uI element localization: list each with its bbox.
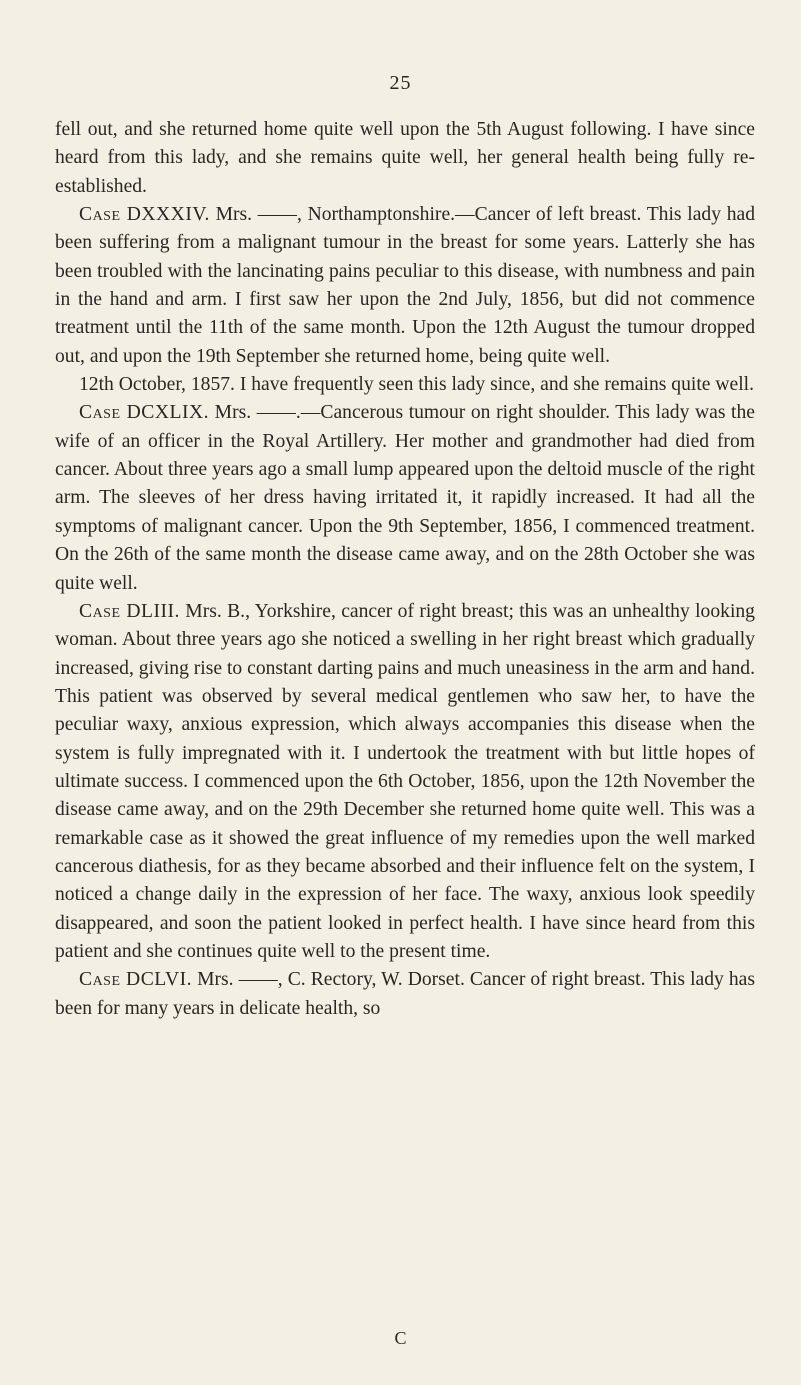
paragraph-case-dliii [55, 598, 755, 966]
signature-mark: C [394, 1328, 407, 1348]
case-heading: Case DCXLIX. [79, 402, 210, 424]
paragraph-text: Mrs. ——, C. Rectory, W. Dorset. Cancer of right breast. This lady has been for many years in delicate health, so [55, 969, 755, 1019]
paragraph-continuation [55, 116, 755, 201]
paragraph-case-dcxlix [55, 399, 755, 597]
paragraph-text: Mrs. ——, Northamptonshire.—Cancer of left breast. This lady had been suffering from a malignant tumour in the breast for some years. Latterly she has been troubled with the lancinating pains peculiar to this disease, with numbness and pain in the hand and arm. I first saw her upon the 2nd July, 1856, but did not commence treatment until the 11th of the same month. Upon the 12th August the tumour dropped out, and upon the 19th September she returned home, being quite well. [55, 204, 755, 367]
case-heading: Case DLIII. [79, 600, 180, 622]
page-number: 25 [389, 72, 412, 94]
paragraph-text: Mrs. B., Yorkshire, cancer of right breast; this was an unhealthy looking woman. About three years ago she noticed a swelling in her right breast which gradually increased, giving rise to constant darting pains and much uneasiness in the arm and hand. This patient was observed by several medical gentlemen who saw her, to have the peculiar waxy, anxious expression, which always accompanies this disease when the system is fully impregnated with it. I undertook the treatment with but little hopes of ultimate success. I commenced upon the 6th October, 1856, upon the 12th November the disease came away, and on the 29th December she returned home quite well. This was a remarkable case as it showed the great influence of my remedies upon the well marked cancerous diathesis, for as they became absorbed and their influence felt on the system, I noticed a change daily in the expression of her face. The waxy, anxious look speedily disappeared, and soon the patient looked in perfect health. I have since heard from this patient and she continues quite well to the present time. [55, 600, 755, 962]
paragraph-case-dxxxiv [55, 201, 755, 371]
body-text [55, 116, 755, 1023]
case-heading: Case DXXXIV. [79, 204, 210, 226]
paragraph-text: Mrs. ——.—Cancerous tumour on right shoulder. This lady was the wife of an officer in the Royal Artillery. Her mother and grandmother had died from cancer. About three years ago a small lump appeared upon the deltoid muscle of the right arm. The sleeves of her dress having irritated it, it rapidly increased. It had all the symptoms of malignant cancer. Upon the 9th September, 1856, I commenced treatment. On the 26th of the same month the disease came away, and on the 28th October she was quite well. [55, 402, 755, 594]
paragraph-case-dclvi [55, 966, 755, 1023]
paragraph-text: 12th October, 1857. I have frequently seen this lady since, and she remains quite well. [79, 374, 755, 396]
case-heading: Case DCLVI. [79, 969, 193, 991]
paragraph-dated-note [55, 371, 755, 399]
paragraph-text: fell out, and she returned home quite well upon the 5th August following. I have since heard from this lady, and she remains quite well, her general health being fully re-established. [55, 119, 755, 197]
